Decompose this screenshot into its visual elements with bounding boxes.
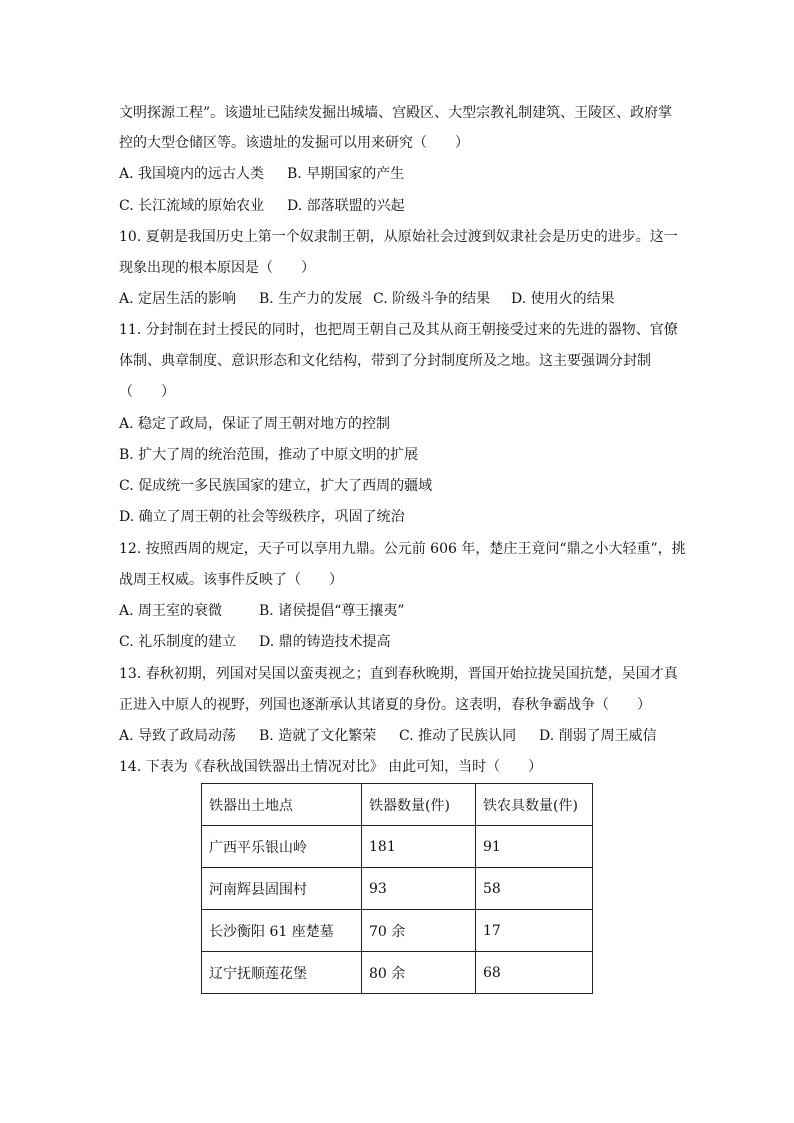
q13-stem-line-1: 13. 春秋初期，列国对吴国以蛮夷视之；直到春秋晚期，晋国开始拉拢吴国抗楚，吴国才真 bbox=[119, 666, 678, 682]
q12-option-d: D. 鼎的铸造技术提高 bbox=[259, 634, 391, 650]
q12-stem-line-1: 12. 按照西周的规定，天子可以享用九鼎。公元前 606 年，楚庄王竟问“鼎之小大轻重”，挑 bbox=[119, 541, 686, 557]
table-header-cell: 铁器出土地点 bbox=[202, 784, 362, 826]
table-cell: 辽宁抚顺莲花堡 bbox=[202, 952, 362, 994]
table-row bbox=[202, 826, 593, 868]
table-cell: 58 bbox=[476, 868, 593, 910]
table-header-row bbox=[202, 784, 593, 826]
q10-option-a: A. 定居生活的影响 bbox=[119, 291, 237, 307]
q13-option-a: A. 导致了政局动荡 bbox=[119, 728, 237, 744]
q9-options-row-1 bbox=[119, 164, 404, 184]
table-header-cell: 铁农具数量(件) bbox=[476, 784, 593, 826]
table-cell: 91 bbox=[476, 826, 593, 868]
q11-option-b: B. 扩大了周的统治范围，推动了中原文明的扩展 bbox=[119, 447, 419, 463]
q9-stem-line-1: 文明探源工程”。该遗址已陆续发掘出城墙、宫殿区、大型宗教礼制建筑、王陵区、政府掌 bbox=[119, 105, 673, 121]
q9-stem-line-2: 控的大型仓储区等。该遗址的发掘可以用来研究（ ） bbox=[119, 135, 469, 151]
q9-option-d: D. 部落联盟的兴起 bbox=[287, 198, 405, 214]
table-cell: 河南辉县固围村 bbox=[202, 868, 362, 910]
q11-stem-line-3: （ ） bbox=[119, 384, 175, 400]
table-cell: 17 bbox=[476, 910, 593, 952]
q9-option-a: A. 我国境内的远古人类 bbox=[119, 166, 265, 182]
q10-option-b: B. 生产力的发展 bbox=[259, 291, 363, 307]
q10-options-row bbox=[119, 289, 615, 309]
table-cell: 68 bbox=[476, 952, 593, 994]
table-row bbox=[202, 952, 593, 994]
q10-option-d: D. 使用火的结果 bbox=[511, 291, 615, 307]
q11-option-d: D. 确立了周王朝的社会等级秩序，巩固了统治 bbox=[119, 509, 405, 525]
q11-option-c: C. 促成统一多民族国家的建立，扩大了西周的疆域 bbox=[119, 478, 433, 494]
table-cell: 70 余 bbox=[362, 910, 476, 952]
q12-option-c: C. 礼乐制度的建立 bbox=[119, 634, 237, 650]
q10-stem-line-2: 现象出现的根本原因是（ ） bbox=[119, 260, 315, 276]
q10-option-c: C. 阶级斗争的结果 bbox=[373, 291, 491, 307]
table-cell: 80 余 bbox=[362, 952, 476, 994]
q9-option-c: C. 长江流域的原始农业 bbox=[119, 198, 265, 214]
table-cell: 93 bbox=[362, 868, 476, 910]
q10-stem-line-1: 10. 夏朝是我国历史上第一个奴隶制王朝，从原始社会过渡到奴隶社会是历史的进步。这一 bbox=[119, 229, 678, 245]
q9-option-b: B. 早期国家的产生 bbox=[287, 166, 405, 182]
q13-options-row bbox=[119, 726, 657, 746]
table-cell: 181 bbox=[362, 826, 476, 868]
q14-stem-line-1: 14. 下表为《春秋战国铁器出土情况对比》 由此可知，当时（ ） bbox=[119, 759, 543, 775]
table-cell: 长沙衡阳 61 座楚墓 bbox=[202, 910, 362, 952]
q13-option-c: C. 推动了民族认同 bbox=[399, 728, 517, 744]
q12-stem-line-2: 战周王权威。该事件反映了（ ） bbox=[119, 572, 343, 588]
q13-option-d: D. 削弱了周王威信 bbox=[539, 728, 657, 744]
table-row bbox=[202, 868, 593, 910]
q11-stem-line-2: 体制、典章制度、意识形态和文化结构，带到了分封制度所及之地。这主要强调分封制 bbox=[119, 353, 651, 369]
q13-option-b: B. 造就了文化繁荣 bbox=[259, 728, 377, 744]
table-row bbox=[202, 910, 593, 952]
q13-stem-line-2: 正进入中原人的视野，列国也逐渐承认其诸夏的身份。这表明，春秋争霸战争（ ） bbox=[119, 697, 651, 713]
q11-stem-line-1: 11. 分封制在封土授民的同时，也把周王朝自己及其从商王朝接受过来的先进的器物、官僚 bbox=[119, 322, 678, 338]
q12-option-a: A. 周王室的衰微 bbox=[119, 603, 223, 619]
q12-options-row-1 bbox=[119, 601, 405, 621]
iron-excavation-table bbox=[201, 783, 593, 994]
table-header-cell: 铁器数量(件) bbox=[362, 784, 476, 826]
q12-options-row-2 bbox=[119, 632, 391, 652]
q11-option-a: A. 稳定了政局，保证了周王朝对地方的控制 bbox=[119, 416, 391, 432]
q12-option-b: B. 诸侯提倡“尊王攘夷” bbox=[259, 603, 405, 619]
table-cell: 广西平乐银山岭 bbox=[202, 826, 362, 868]
q9-options-row-2 bbox=[119, 196, 405, 216]
